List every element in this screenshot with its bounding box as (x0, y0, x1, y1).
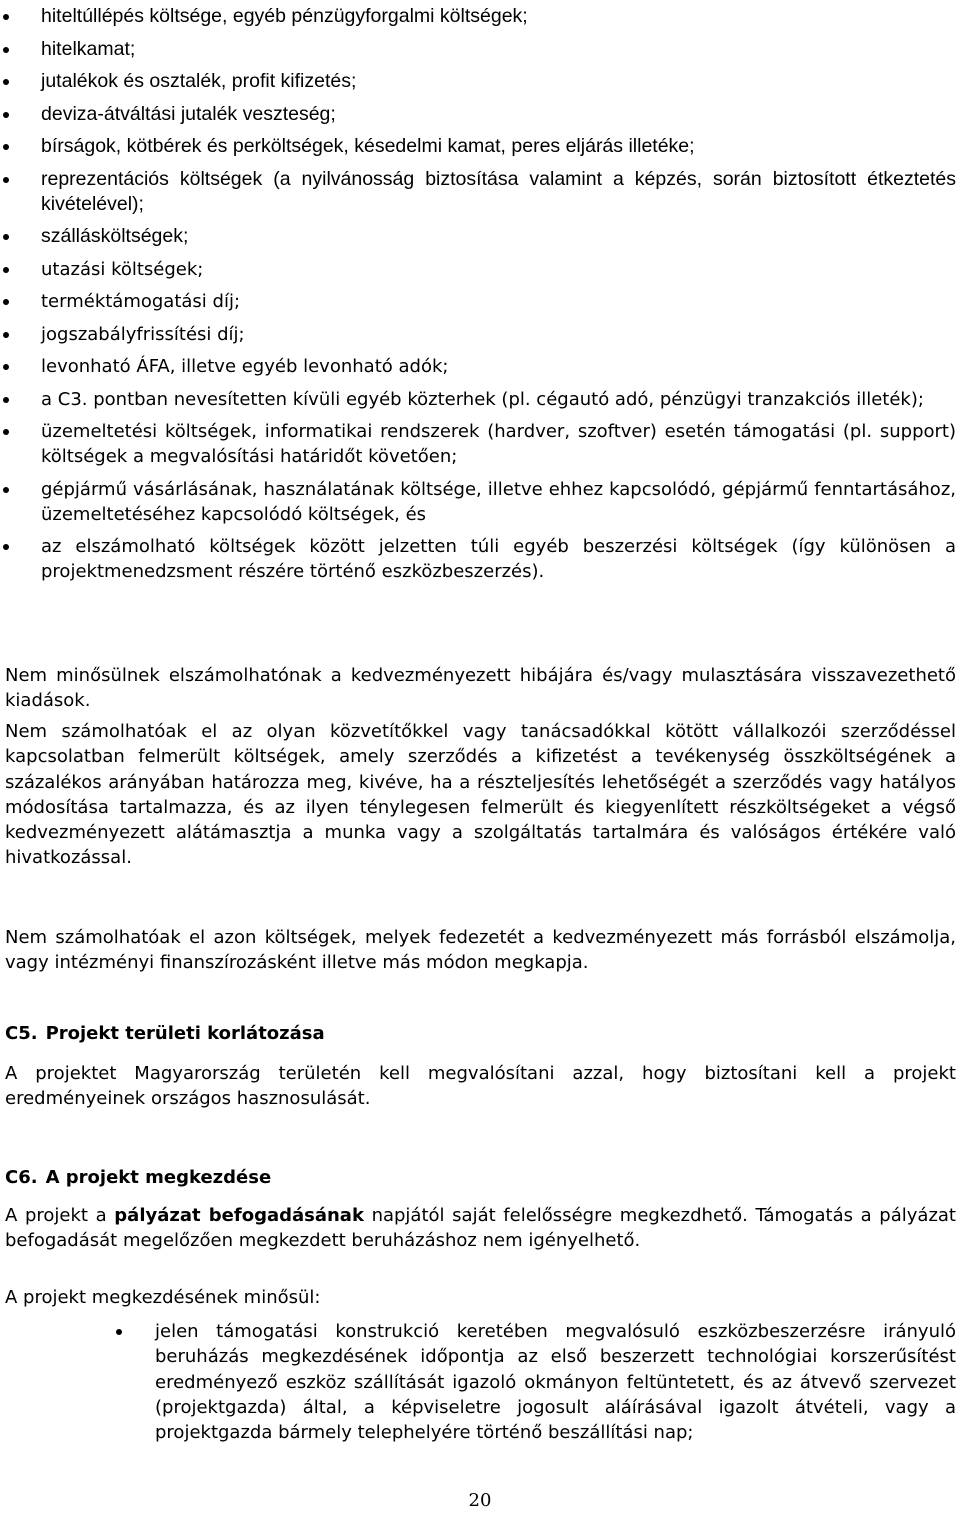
list-item: utazási költségek; (0, 257, 956, 282)
list-item: hitelkamat; (0, 37, 956, 62)
paragraph-c6: A projekt a pályázat befogadásának napjától saját felelősségre megkezdhető. Támogatás a pályázat befogadását megelőzően megkezdett beruházáshoz nem igényelhető. (5, 1205, 956, 1252)
list-item: szállásköltségek; (0, 224, 956, 249)
bullet-icon (3, 332, 9, 338)
list-item: hiteltúllépés költsége, egyéb pénzügyforgalmi költségek; (0, 4, 956, 29)
list-item: levonható ÁFA, illetve egyéb levonható adók; (0, 354, 956, 379)
bullet-icon (3, 177, 9, 183)
list-item: gépjármű vásárlásának, használatának költsége, illetve ehhez kapcsolódó, gépjármű fenntartásához, üzemeltetéséhez kapcsolódó költségek, és (0, 477, 956, 527)
paragraph-c6-intro: A projekt megkezdésének minősül: (5, 1287, 321, 1308)
list-item: jutalékok és osztalék, profit kifizetés; (0, 69, 956, 94)
excluded-costs-list (0, 4, 956, 592)
section-title: Projekt területi korlátozása (45, 1023, 325, 1044)
bullet-icon (3, 112, 9, 118)
bullet-icon (3, 267, 9, 273)
list-item: jelen támogatási konstrukció keretében megvalósuló eszközbeszerzésre irányuló beruházás megkezdésének időpontja az első beszerzett technológiai korszerűsítést eredményező eszköz szállítását igazoló okmányon feltüntetett, és az átvevő szervezet (projektgazda) által, a képviseletre jogosult aláírásával igazolt átvételi, vagy a projektgazda bármely telephelyére történő beszállítási nap; (112, 1319, 956, 1445)
bullet-icon (3, 144, 9, 150)
bullet-icon (3, 429, 9, 435)
section-number: C5. (5, 1023, 38, 1044)
list-item: jogszabályfrissítési díj; (0, 322, 956, 347)
emphasis-text: pályázat befogadásának (114, 1205, 364, 1226)
bullet-icon (3, 234, 9, 240)
start-criteria-list (112, 1319, 956, 1445)
list-item: üzemeltetési költségek, informatikai rendszerek (hardver, szoftver) esetén támogatási (pl. support) költségek a megvalósítási határidőt követően; (0, 419, 956, 469)
bullet-icon (3, 544, 9, 550)
page-number: 20 (468, 1490, 492, 1511)
section-title: A projekt megkezdése (45, 1167, 272, 1188)
list-item: deviza-átváltási jutalék veszteség; (0, 102, 956, 127)
list-item: bírságok, kötbérek és perköltségek, késedelmi kamat, peres eljárás illetéke; (0, 134, 956, 159)
paragraph-c5: A projektet Magyarország területén kell megvalósítani azzal, hogy biztosítani kell a projekt eredményeinek országos hasznosulását. (5, 1063, 956, 1110)
list-item: terméktámogatási díj; (0, 289, 956, 314)
list-item: az elszámolható költségek között jelzetten túli egyéb beszerzési költségek (így különösen a projektmenedzsment részére történő eszközbeszerzés). (0, 534, 956, 584)
section-number: C6. (5, 1167, 38, 1188)
list-item: a C3. pontban nevesítetten kívüli egyéb közterhek (pl. cégautó adó, pénzügyi tranzakciós illeték); (0, 387, 956, 412)
section-heading-c5 (5, 1021, 325, 1046)
bullet-icon (3, 47, 9, 53)
bullet-icon (3, 79, 9, 85)
paragraph-intermediary-costs: Nem számolhatóak el az olyan közvetítőkkel vagy tanácsadókkal kötött vállalkozói szerződéssel kapcsolatban felmerült költségek, amely szerződés a kifizetést a tevékenység összköltségének a százalékos arányában határozza meg, kivéve, ha a részteljesítés lehetőségét a szerződés vagy hatályos módosítása tartalmazza, és az ilyen ténylegesen felmerült és kiegyenlített részköltségeket a végső kedvezményezett alátámasztja a munka vagy a szolgáltatás tartalmára és valóságos értékére való hivatkozással. (5, 721, 956, 869)
bullet-icon (3, 364, 9, 370)
bullet-icon (116, 1329, 122, 1335)
bullet-icon (3, 397, 9, 403)
list-item: reprezentációs költségek (a nyilvánosság biztosítása valamint a képzés, során biztosított étkeztetés kivételével); (0, 167, 956, 217)
paragraph-fault-costs: Nem minősülnek elszámolhatónak a kedvezményezett hibájára és/vagy mulasztására visszavezethető kiadások. (5, 665, 956, 712)
paragraph-other-funding: Nem számolhatóak el azon költségek, melyek fedezetét a kedvezményezett más forrásból elszámolja, vagy intézményi finanszírozásként illetve más módon megkapja. (5, 927, 956, 974)
bullet-icon (3, 14, 9, 20)
section-heading-c6 (5, 1165, 271, 1190)
bullet-icon (3, 487, 9, 493)
bullet-icon (3, 299, 9, 305)
